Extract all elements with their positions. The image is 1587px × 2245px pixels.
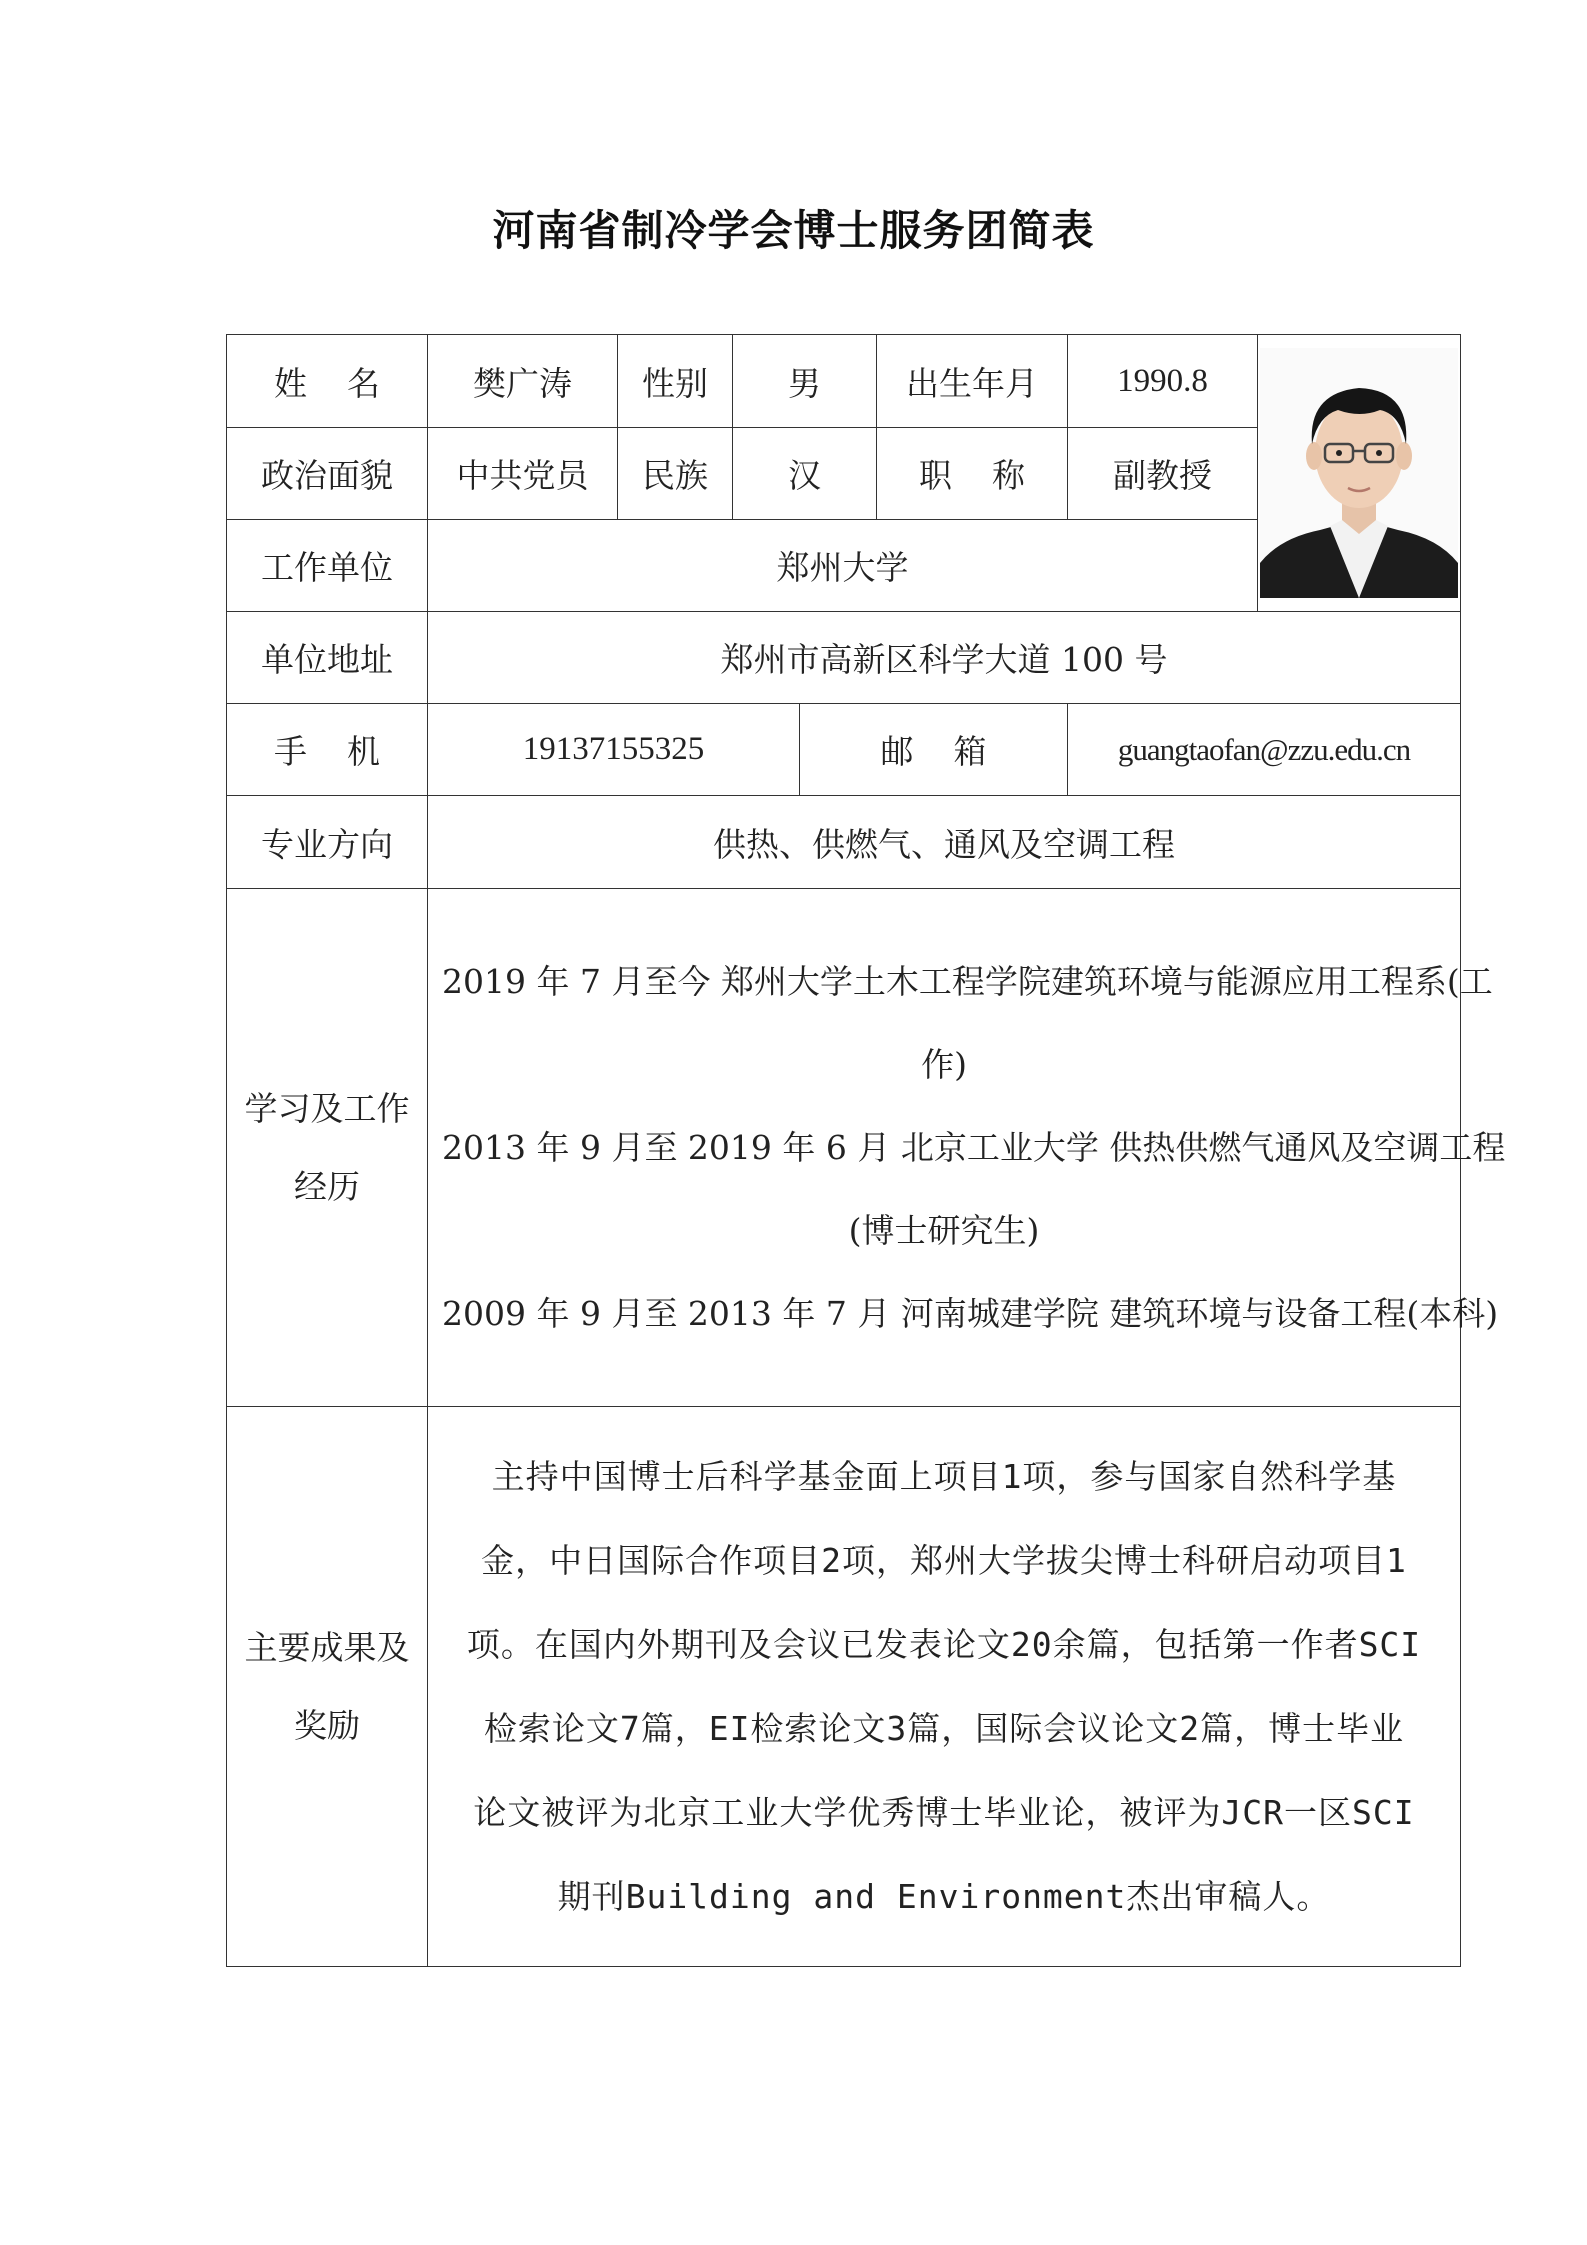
label-history-line2: 经历 [294,1166,360,1206]
row-history [227,889,1461,1407]
photo-cell [1258,335,1461,612]
value-address: 郑州市高新区科学大道 100 号 [428,612,1461,704]
value-birth: 1990.8 [1068,335,1258,428]
value-job-title: 副教授 [1068,428,1258,520]
history-line: (博士研究生) [848,1211,1040,1250]
value-name: 樊广涛 [428,335,618,428]
label-gender: 性别 [618,335,733,428]
label-address: 单位地址 [227,612,428,704]
value-gender: 男 [733,335,877,428]
value-specialty: 供热、供燃气、通风及空调工程 [428,796,1461,889]
row-specialty [227,796,1461,889]
value-email: guangtaofan@zzu.edu.cn [1068,704,1461,796]
achievements-content [428,1407,1461,1967]
value-mobile: 19137155325 [428,704,800,796]
label-history-line1: 学习及工作 [244,1088,410,1128]
value-employer: 郑州大学 [428,520,1258,612]
label-achievements [227,1407,428,1967]
label-achievements-line1: 主要成果及 [244,1627,410,1667]
achievement-line: 金，中日国际合作项目2项，郑州大学拔尖博士科研启动项目1 [481,1540,1407,1580]
history-line: 2013 年 9 月至 2019 年 6 月 北京工业大学 供热供燃气通风及空调工程 [442,1128,1506,1167]
label-birth: 出生年月 [877,335,1068,428]
history-line: 2019 年 7 月至今 郑州大学土木工程学院建筑环境与能源应用工程系(工 [442,962,1493,1001]
row-contact [227,704,1461,796]
label-employer: 工作单位 [227,520,428,612]
profile-table [226,334,1506,1967]
achievement-line: 主持中国博士后科学基金面上项目1项，参与国家自然科学基 [491,1456,1397,1496]
label-ethnicity: 民族 [618,428,733,520]
label-mobile: 手机 [227,704,428,796]
portrait-photo-icon [1260,348,1458,598]
label-history [227,889,428,1407]
value-ethnicity: 汉 [733,428,877,520]
label-specialty: 专业方向 [227,796,428,889]
page-title: 河南省制冷学会博士服务团简表 [492,206,1095,255]
history-line: 作) [921,1045,967,1084]
label-job-title: 职称 [877,428,1068,520]
achievement-line: 期刊Building and Environment杰出审稿人。 [557,1876,1331,1916]
label-email: 邮箱 [800,704,1068,796]
history-content [428,889,1506,1407]
row-name [227,335,1461,428]
value-politics: 中共党员 [428,428,618,520]
achievement-line: 检索论文7篇，EI检索论文3篇，国际会议论文2篇，博士毕业 [483,1708,1405,1748]
row-address [227,612,1461,704]
achievement-line: 论文被评为北京工业大学优秀博士毕业论，被评为JCR一区SCI [473,1792,1415,1832]
achievement-line: 项。在国内外期刊及会议已发表论文20余篇，包括第一作者SCI [466,1624,1422,1664]
history-line: 2009 年 9 月至 2013 年 7 月 河南城建学院 建筑环境与设备工程(本科) [442,1294,1499,1333]
row-achievements [227,1407,1461,1967]
label-name: 姓名 [227,335,428,428]
label-achievements-line2: 奖励 [294,1705,360,1745]
label-politics: 政治面貌 [227,428,428,520]
